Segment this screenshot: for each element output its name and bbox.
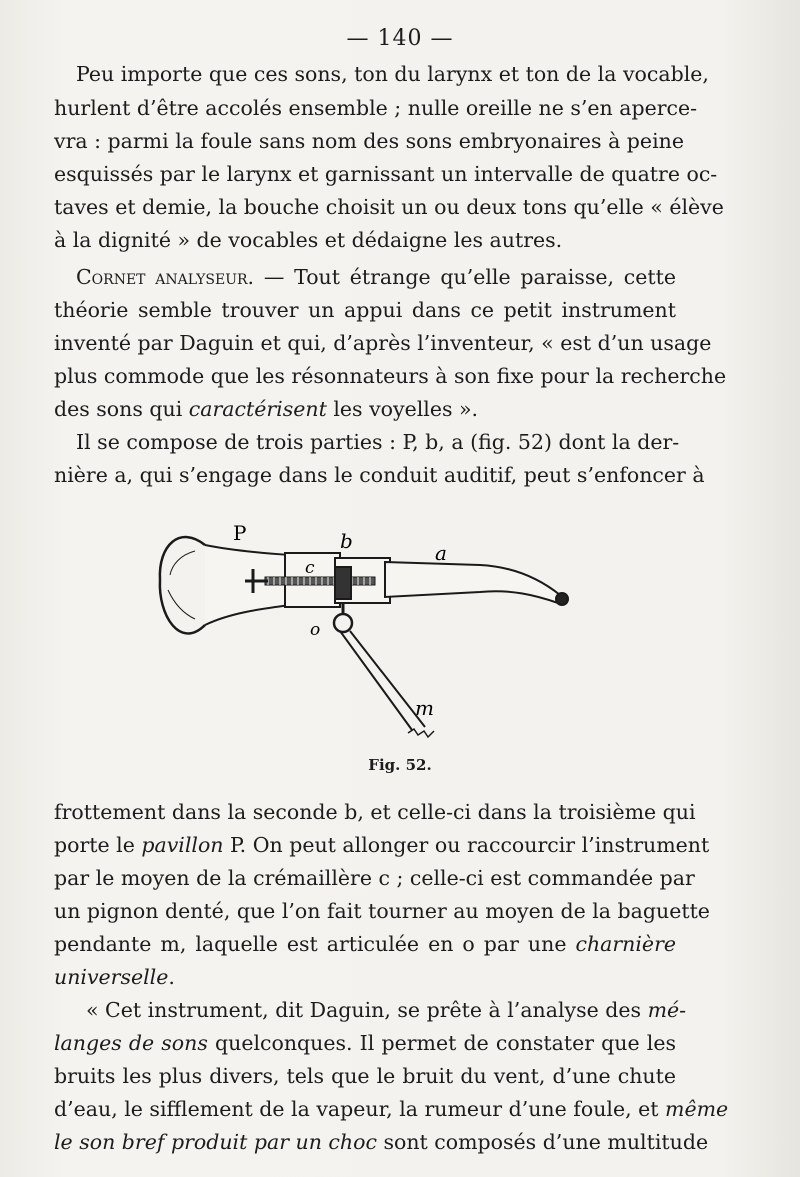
text-line: vra : parmi la foule sans nom des sons embryonaires à peine: [54, 129, 684, 153]
text-line: Il se compose de trois parties : P, b, a (fig. 52) dont la der-: [76, 430, 680, 454]
text-line: plus commode que les résonnateurs à son fixe pour la recherche: [54, 364, 727, 388]
italic-span: pavillon: [141, 833, 224, 857]
text-line: esquissés par le larynx et garnissant un intervalle de quatre oc-: [54, 162, 718, 186]
text-line: théorie semble trouver un appui dans ce petit instrument: [54, 298, 676, 322]
text-line: [54, 1126, 709, 1158]
text-span: sont composés d’une multitude: [376, 1130, 709, 1154]
text-line: nière a, qui s’engage dans le conduit auditif, peut s’enfoncer à: [54, 463, 705, 487]
label-b: b: [340, 529, 353, 553]
text-span: porte le: [54, 833, 142, 857]
italic-span: même: [665, 1097, 729, 1121]
text-span: quelconques. Il permet de constater que les: [207, 1031, 676, 1055]
text-line: taves et demie, la bouche choisit un ou deux tons qu’elle « élève: [54, 195, 724, 219]
label-m: m: [415, 696, 434, 720]
italic-span: charnière: [575, 932, 676, 956]
text-line: [54, 829, 710, 861]
text-line: Peu importe que ces sons, ton du larynx et ton de la vocable,: [76, 62, 709, 86]
text-line: [54, 393, 676, 425]
text-span: les voyelles ».: [326, 397, 479, 421]
pavillon-bell: [160, 537, 205, 633]
italic-span: caractérisent: [188, 397, 327, 421]
text-line: hurlent d’être accolés ensemble ; nulle oreille ne s’en aperce-: [54, 96, 698, 120]
text-span: « Cet instrument, dit Daguin, se prête à l’analyse des: [86, 998, 648, 1022]
hinge-o: [334, 614, 352, 632]
heading-dash: —: [254, 265, 295, 289]
section-heading: Cornet analyseur.: [76, 265, 255, 289]
text-line: [54, 961, 676, 993]
text-line: inventé par Daguin et qui, d’après l’inventeur, « est d’un usage: [54, 331, 712, 355]
text-line: par le moyen de la crémaillère c ; celle-ci est commandée par: [54, 866, 695, 890]
text-line: [54, 928, 676, 960]
text-line: un pignon denté, que l’on fait tourner au moyen de la baguette: [54, 899, 710, 923]
page-number: — 140 —: [346, 26, 454, 51]
text-line: [54, 1027, 676, 1059]
tube-a: [385, 562, 560, 603]
text-line: frottement dans la seconde b, et celle-ci dans la troisième qui: [54, 800, 696, 824]
text-span: P. On peut allonger ou raccourcir l’instrument: [223, 833, 710, 857]
text-line: bruits les plus divers, tels que le bruit du vent, d’une chute: [54, 1064, 676, 1088]
label-p: P: [233, 521, 247, 545]
label-a: a: [435, 541, 447, 565]
text-line: [86, 994, 687, 1026]
text-line: [54, 1093, 729, 1125]
italic-span: langes de sons: [54, 1031, 208, 1055]
cornet-illustration: [150, 505, 590, 755]
figure-caption: Fig. 52.: [368, 756, 432, 774]
text-span: des sons qui: [54, 397, 189, 421]
italic-span: mé-: [647, 998, 687, 1022]
pinion: [335, 567, 351, 599]
text-span: pendante m, laquelle est articulée en o par une: [54, 932, 576, 956]
rod-m: [340, 631, 425, 730]
label-o: o: [310, 620, 321, 640]
text-span: d’eau, le sifflement de la vapeur, la rumeur d’une foule, et: [54, 1097, 659, 1121]
text-line: à la dignité » de vocables et dédaigne les autres.: [54, 228, 563, 252]
section-heading-line: [76, 261, 676, 293]
figure-52: [150, 505, 590, 755]
italic-span: universelle: [54, 965, 169, 989]
italic-span: le son bref produit par un choc: [54, 1130, 377, 1154]
heading-rest: Tout étrange qu’elle paraisse, cette: [294, 265, 676, 289]
label-c: c: [305, 558, 315, 578]
text-span: .: [168, 965, 175, 989]
